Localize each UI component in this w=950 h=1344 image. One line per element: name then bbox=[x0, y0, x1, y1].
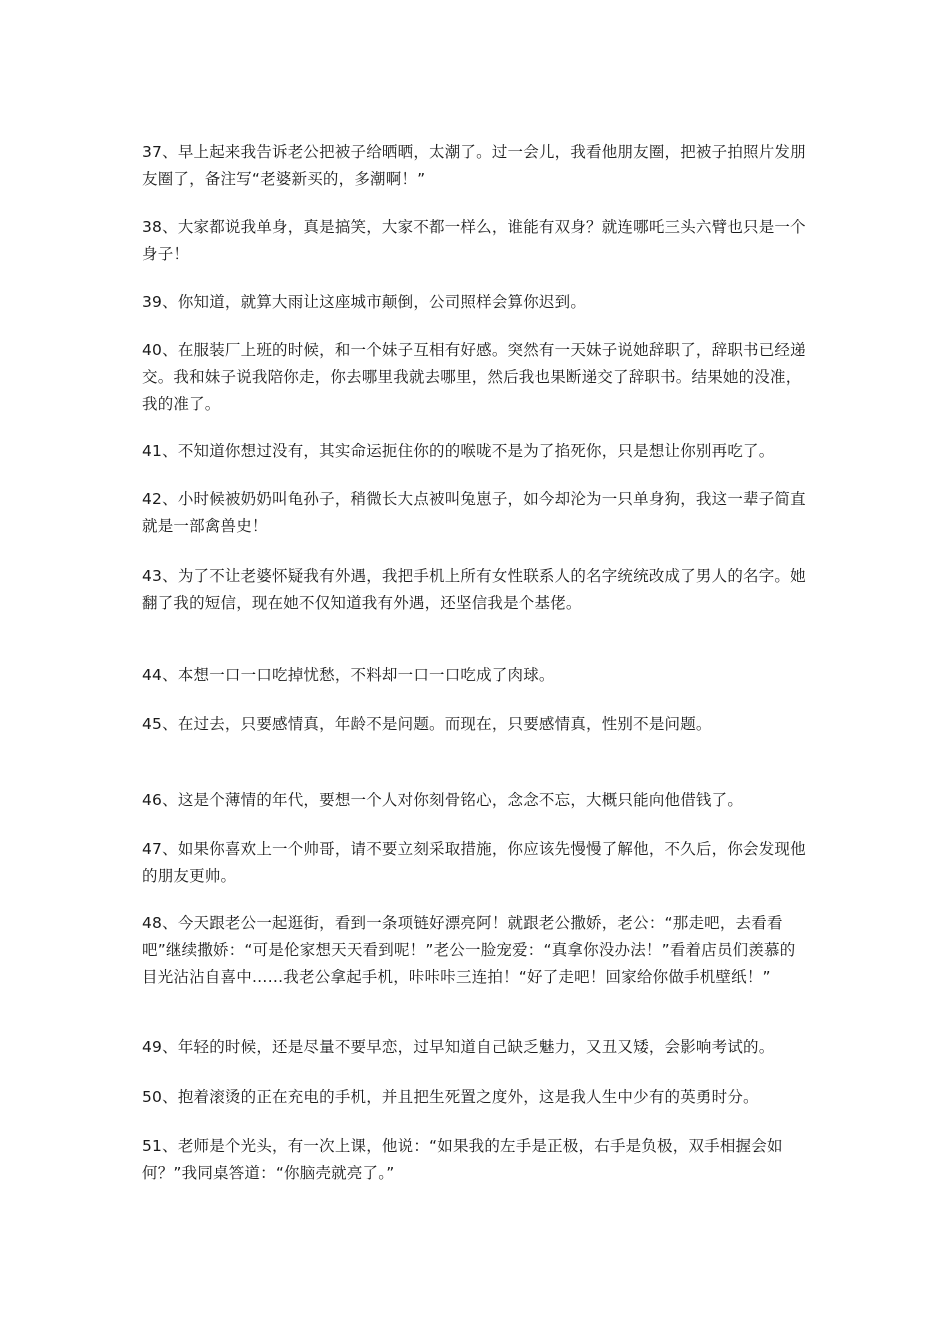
paragraph-40: 40、在服装厂上班的时候，和一个妹子互相有好感。突然有一天妹子说她辞职了，辞职书已经递交。我和妹子说我陪你走，你去哪里我就去哪里，然后我也果断递交了辞职书。结果她的没准，我的准了。 bbox=[142, 341, 806, 413]
paragraph-39: 39、你知道，就算大雨让这座城市颠倒，公司照样会算你迟到。 bbox=[142, 293, 587, 311]
paragraph-37: 37、早上起来我告诉老公把被子给晒晒，太潮了。过一会儿，我看他朋友圈，把被子拍照片发朋友圈了，备注写“老婆新买的，多潮啊！” bbox=[142, 143, 806, 188]
paragraph-38: 38、大家都说我单身，真是搞笑，大家不都一样么，谁能有双身？就连哪吒三头六臂也只是一个身子！ bbox=[142, 218, 806, 263]
paragraph-44: 44、本想一口一口吃掉忧愁，不料却一口一口吃成了肉球。 bbox=[142, 666, 555, 684]
paragraph-49: 49、年轻的时候，还是尽量不要早恋，过早知道自己缺乏魅力，又丑又矮，会影响考试的。 bbox=[142, 1038, 775, 1056]
paragraph-43: 43、为了不让老婆怀疑我有外遇，我把手机上所有女性联系人的名字统统改成了男人的名字。她翻了我的短信，现在她不仅知道我有外遇，还坚信我是个基佬。 bbox=[142, 567, 806, 612]
paragraph-41: 41、不知道你想过没有，其实命运扼住你的的喉咙不是为了掐死你，只是想让你别再吃了。 bbox=[142, 442, 775, 460]
paragraph-46: 46、这是个薄情的年代，要想一个人对你刻骨铭心，念念不忘，大概只能向他借钱了。 bbox=[142, 791, 744, 809]
paragraph-51: 51、老师是个光头，有一次上课，他说：“如果我的左手是正极，右手是负极，双手相握会如何？”我同桌答道：“你脑壳就亮了。” bbox=[142, 1137, 783, 1182]
paragraph-42: 42、小时候被奶奶叫龟孙子，稍微长大点被叫兔崽子，如今却沦为一只单身狗，我这一辈子简直就是一部禽兽史！ bbox=[142, 490, 806, 535]
paragraph-50: 50、抱着滚烫的正在充电的手机，并且把生死置之度外，这是我人生中少有的英勇时分。 bbox=[142, 1088, 759, 1106]
paragraph-45: 45、在过去，只要感情真，年龄不是问题。而现在，只要感情真，性别不是问题。 bbox=[142, 715, 712, 733]
paragraph-48: 48、今天跟老公一起逛街，看到一条项链好漂亮阿！就跟老公撒娇，老公：“那走吧，去看看吧”继续撒娇：“可是伦家想天天看到呢！”老公一脸宠爱：“真拿你没办法！”看着店员们羡慕的目光沾沾自喜中……我老公拿起手机，咔咔咔三连拍！“好了走吧！回家给你做手机壁纸！” bbox=[142, 914, 796, 986]
paragraph-47: 47、如果你喜欢上一个帅哥，请不要立刻采取措施，你应该先慢慢了解他，不久后，你会发现他的朋友更帅。 bbox=[142, 840, 806, 885]
